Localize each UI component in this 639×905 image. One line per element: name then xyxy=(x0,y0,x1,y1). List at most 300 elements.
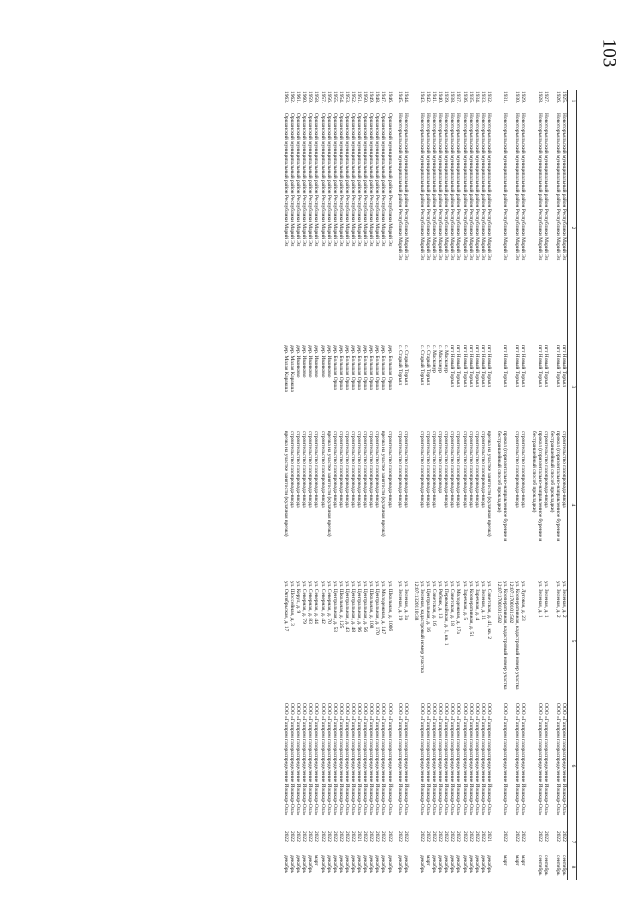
row-number: 1953. xyxy=(343,91,350,104)
settlement-cell: пгт Новый Торъял xyxy=(461,345,468,388)
district-cell: Новоторъяльский муниципальный район Республики Марий Эл xyxy=(473,113,480,261)
district-cell: Оршанский муниципальный район Республики Марий Эл xyxy=(301,113,308,247)
column-header: 1 xyxy=(568,90,577,112)
table-row xyxy=(289,90,295,880)
month-cell: декабрь xyxy=(282,855,289,873)
row-number: 1944. xyxy=(402,91,409,104)
row-number: 1956. xyxy=(325,91,332,104)
district-cell: Новоторъяльский муниципальный район Республики Марий Эл xyxy=(542,113,549,261)
settlement-cell: пгт Новый Торъял xyxy=(455,345,462,388)
work-type-cell: врезка на участке занятости (кулачная врезка) xyxy=(485,431,492,537)
row-number: 1935. xyxy=(467,91,474,104)
column-header: 4 xyxy=(568,430,577,580)
year-cell: 2022 xyxy=(479,831,486,842)
work-type-cell: строительство газопровода xyxy=(437,431,444,494)
district-cell: Новоторъяльский муниципальный район Республики Марий Эл xyxy=(437,113,444,261)
settlement-cell: дер. Большая Орша xyxy=(350,345,356,390)
district-cell: Новоторъяльский муниципальный район Республики Марий Эл xyxy=(479,113,486,261)
settlement-cell: дер. Большая Орша xyxy=(343,345,350,390)
month-cell: декабрь xyxy=(479,855,486,873)
row-number: 1942. xyxy=(425,91,432,104)
column-header: 3 xyxy=(568,344,577,430)
month-cell: декабрь xyxy=(386,855,393,873)
work-type-cell: строительство газопровода-ввода xyxy=(425,431,432,508)
work-type-cell: строительство газопровода-ввода xyxy=(343,431,350,508)
district-cell: Оршанский муниципальный район Республики Марий Эл xyxy=(325,113,332,247)
organization-cell: ООО «Газпром газораспределение Йошкар-Ола» xyxy=(485,703,492,816)
work-type-cell: строительство газопровода-ввода xyxy=(313,431,320,508)
month-cell: декабрь xyxy=(331,855,338,873)
address-cell: ул. Школьная, д. 125 xyxy=(337,581,344,629)
row-number: 1954. xyxy=(337,91,344,104)
year-cell: 2022 xyxy=(514,831,521,842)
district-cell: Новоторъяльский муниципальный район Республики Марий Эл xyxy=(402,113,409,261)
work-type-cell: строительство газопровода-ввода xyxy=(301,431,308,508)
row-number: 1949. xyxy=(368,91,375,104)
address-cell: ул. Советская, д. 18 xyxy=(449,581,456,626)
table-row xyxy=(319,90,325,880)
district-cell: Новоторъяльский муниципальный район Республики Марий Эл xyxy=(467,113,474,261)
year-cell: 2022 xyxy=(542,831,549,842)
month-cell: март xyxy=(514,855,521,866)
work-type-cell: строительство газопровода-ввода xyxy=(431,431,438,508)
table-row xyxy=(350,90,356,880)
month-cell: сентябрь xyxy=(561,855,567,876)
address-cell: ул. Центральная, д. 56 xyxy=(362,581,369,633)
address-cell: ул. Северная, д. 70 xyxy=(325,581,332,624)
year-cell: 2022 xyxy=(520,831,527,842)
district-cell: Новоторъяльский муниципальный район Республики Марий Эл xyxy=(455,113,462,261)
row-number: 1961. xyxy=(295,91,302,104)
year-cell: 2021 xyxy=(356,831,363,842)
settlement-cell: пгт Новый Торъял xyxy=(449,345,456,388)
district-cell: Оршанский муниципальный район Республики Марий Эл xyxy=(374,113,381,247)
row-number: 1937. xyxy=(455,91,462,104)
settlement-cell: дер. Большая Орша xyxy=(356,345,363,390)
row-number: 1926. xyxy=(554,91,561,104)
district-cell: Оршанский муниципальный район Республики Марий Эл xyxy=(350,113,356,247)
table-row xyxy=(468,90,474,880)
month-cell: декабрь xyxy=(431,855,438,873)
work-type-cell: строительство газопровода-ввода xyxy=(467,431,474,508)
organization-cell: ООО «Газпром газораспределение Йошкар-Ола» xyxy=(301,703,308,816)
district-cell: Новоторъяльский муниципальный район Республики Марий Эл xyxy=(514,113,521,261)
district-cell: Оршанский муниципальный район Республики Марий Эл xyxy=(356,113,363,247)
organization-cell: ООО «Газпром газораспределение Йошкар-Ола» xyxy=(502,703,509,816)
row-number: 1958. xyxy=(313,91,320,104)
address-cell: ул. Школьная, д. 108 xyxy=(368,581,375,629)
table-row xyxy=(462,90,468,880)
organization-cell: ООО «Газпром газораспределение Йошкар-Ола» xyxy=(418,703,425,816)
row-number: 1962. xyxy=(289,91,296,104)
district-cell: Оршанский муниципальный район Республики Марий Эл xyxy=(331,113,338,247)
district-cell: Оршанский муниципальный район Республики Марий Эл xyxy=(368,113,375,247)
district-cell: Новоторъяльский муниципальный район Республики Марий Эл xyxy=(502,113,509,261)
organization-cell: ООО «Газпром газораспределение Йошкар-Ола» xyxy=(431,703,438,816)
district-cell: Оршанский муниципальный район Республики Марий Эл xyxy=(313,113,320,247)
work-type-cell: врезка на участке занятости (кулачная врезка) xyxy=(325,431,332,537)
row-number: 1938. xyxy=(449,91,456,104)
row-number: 1941. xyxy=(431,91,438,104)
address-cell: ул. Луговая, д. 23 xyxy=(520,581,527,621)
work-type-cell: строительство газопровода-ввода xyxy=(396,431,403,508)
organization-cell: ООО «Газпром газораспределение Йошкар-Ола» xyxy=(461,703,468,816)
organization-cell: ООО «Газпром газораспределение Йошкар-Ола» xyxy=(449,703,456,816)
month-cell: сентябрь xyxy=(554,855,561,876)
district-cell: Оршанский муниципальный район Республики Марий Эл xyxy=(343,113,350,247)
row-number: 1929. xyxy=(520,91,527,104)
year-cell: 2022 xyxy=(455,831,462,842)
table-row xyxy=(338,90,344,880)
year-cell: 2022 xyxy=(343,831,350,842)
settlement-cell: дер. Иванково xyxy=(307,345,314,378)
table-row xyxy=(326,90,332,880)
organization-cell: ООО «Газпром газораспределение Йошкар-Ола» xyxy=(374,703,381,816)
month-cell: март xyxy=(425,855,432,866)
organization-cell: ООО «Газпром газораспределение Йошкар-Ола» xyxy=(467,703,474,816)
district-cell: Новоторъяльский муниципальный район Республики Марий Эл xyxy=(425,113,432,261)
address-cell: ул. Зеленая, д. 1 xyxy=(536,581,543,618)
district-cell: Оршанский муниципальный район Республики Марий Эл xyxy=(362,113,369,247)
settlement-cell: с. Старый Торъял xyxy=(425,345,432,386)
settlement-cell: с. Старый Торъял xyxy=(418,345,425,386)
table-row xyxy=(380,90,386,880)
month-cell: декабрь xyxy=(319,855,326,873)
month-cell: декабрь xyxy=(362,855,369,873)
organization-cell: ООО «Газпром газораспределение Йошкар-Ола» xyxy=(343,703,350,816)
work-type-cell: строительство газопровода-ввода xyxy=(455,431,462,508)
month-cell: декабрь xyxy=(368,855,375,873)
settlement-cell: дер. Большая Орша xyxy=(337,345,344,390)
table-row xyxy=(301,90,307,880)
district-cell: Новоторъяльский муниципальный район Республики Марий Эл xyxy=(431,113,438,261)
settlement-cell: пгт Новый Торъял xyxy=(514,345,521,388)
district-cell: Новоторъяльский муниципальный район Республики Марий Эл xyxy=(443,113,450,261)
work-type-cell: строительство газопровода-ввода xyxy=(514,431,521,508)
address-cell: ул. Молодежная, д. 17а xyxy=(455,581,462,634)
work-type-cell: прокол (горизонтально-направленное бурение и бестраншейный способ прокладки) xyxy=(548,431,561,542)
table-row xyxy=(474,90,480,880)
year-cell: 2022 xyxy=(337,831,344,842)
table-row xyxy=(443,90,449,880)
work-type-cell: строительство газопровода-ввода xyxy=(374,431,381,508)
month-cell: сентябрь xyxy=(542,855,549,876)
month-cell: декабрь xyxy=(461,855,468,873)
settlement-cell: пгт Новый Торъял xyxy=(536,345,543,388)
row-number: 1963. xyxy=(282,91,289,104)
organization-cell: ООО «Газпром газораспределение Йошкар-Ола» xyxy=(437,703,444,816)
address-cell: ул. Центральная, д. 53 xyxy=(331,581,338,633)
table-row xyxy=(386,90,396,880)
row-number: 1933. xyxy=(479,91,486,104)
district-cell: Новоторъяльский муниципальный район Республики Марий Эл xyxy=(485,113,492,261)
work-type-cell: строительство газопровода-ввода xyxy=(295,431,302,508)
organization-cell: ООО «Газпром газораспределение Йошкар-Ола» xyxy=(425,703,432,816)
table-row xyxy=(543,90,549,880)
district-cell: Оршанский муниципальный район Республики Марий Эл xyxy=(319,113,326,247)
table-row xyxy=(425,90,431,880)
settlement-cell: пгт Новый Торъял xyxy=(554,345,561,388)
month-cell: декабрь xyxy=(350,855,356,873)
organization-cell: ООО «Газпром газораспределение Йошкар-Ола» xyxy=(386,703,393,816)
table-row xyxy=(374,90,380,880)
rotated-page-body xyxy=(107,90,577,880)
table-row xyxy=(295,90,301,880)
year-cell: 2022 xyxy=(437,831,444,842)
table-row xyxy=(344,90,350,880)
year-cell: 2022 xyxy=(502,831,509,842)
table-row xyxy=(283,90,289,880)
address-cell: ул. Кооперативная, кадастровый номер участка 12:07:1700101:502 xyxy=(508,581,521,690)
table-header-row xyxy=(568,90,577,880)
year-cell: 2022 xyxy=(473,831,480,842)
organization-cell: ООО «Газпром газораспределение Йошкар-Ола» xyxy=(380,703,387,816)
settlement-cell: дер. Большая Орша xyxy=(368,345,375,390)
settlement-cell: дер. Большая Орша xyxy=(380,345,387,390)
organization-cell: ООО «Газпром газораспределение Йошкар-Ола» xyxy=(473,703,480,816)
settlement-cell: дер. Иванково xyxy=(313,345,320,378)
month-cell: декабрь xyxy=(418,855,425,873)
month-cell: декабрь xyxy=(402,855,409,873)
row-number: 1932. xyxy=(485,91,492,104)
table-row xyxy=(437,90,443,880)
settlement-cell: пгт Новый Торъял xyxy=(485,345,492,388)
month-cell: декабрь xyxy=(437,855,444,873)
address-cell: ул. Шоссейная, д. 3 xyxy=(289,581,296,626)
column-header: 8 xyxy=(568,854,577,880)
organization-cell: ООО «Газпром газораспределение Йошкар-Ола» xyxy=(307,703,314,816)
work-type-cell: врезка на участке занятости (кулачная врезка) xyxy=(380,431,387,537)
settlement-cell: дер. Иванково xyxy=(301,345,308,378)
organization-cell: ООО «Газпром газораспределение Йошкар-Ола» xyxy=(331,703,338,816)
column-header: 2 xyxy=(568,112,577,344)
settlement-cell: дер. Большая Орша xyxy=(386,345,393,390)
year-cell: 2022 xyxy=(536,831,543,842)
table-row xyxy=(549,90,561,880)
district-cell: Оршанский муниципальный район Республики Марий Эл xyxy=(295,113,302,247)
settlement-cell: дер. Большая Орша xyxy=(362,345,369,390)
organization-cell: ООО «Газпром газораспределение Йошкар-Ола» xyxy=(536,703,543,816)
row-number: 1951. xyxy=(356,91,363,104)
settlement-cell: дер. Иванково xyxy=(295,345,302,378)
settlement-cell: с. Масканур xyxy=(443,345,450,373)
district-cell: Оршанский муниципальный район Республики Марий Эл xyxy=(380,113,387,247)
settlement-cell: с. Масканур xyxy=(437,345,444,373)
address-cell: ул. Школьная, д. 100б xyxy=(386,581,393,632)
organization-cell: ООО «Газпром газораспределение Йошкар-Ола» xyxy=(313,703,320,816)
year-cell: 2022 xyxy=(418,831,425,842)
settlement-cell: дер. Иванково xyxy=(325,345,332,378)
year-cell: 2022 xyxy=(396,831,403,842)
address-cell: ул. Зеленая, д. 19 xyxy=(396,581,403,621)
organization-cell: ООО «Газпром газораспределение Йошкар-Ола» xyxy=(337,703,344,816)
organization-cell: ООО «Газпром газораспределение Йошкар-Ола» xyxy=(319,703,326,816)
year-cell: 2022 xyxy=(402,831,409,842)
district-cell: Новоторъяльский муниципальный район Республики Марий Эл xyxy=(461,113,468,261)
district-cell: Оршанский муниципальный район Республики Марий Эл xyxy=(289,113,296,247)
year-cell: 2022 xyxy=(449,831,456,842)
address-cell: ул. Заречная, д. 4 xyxy=(473,581,480,621)
row-number: 1943. xyxy=(418,91,425,104)
row-number: 1948. xyxy=(374,91,381,104)
work-type-cell: строительство газопровода-ввода xyxy=(479,431,486,508)
table-row xyxy=(455,90,461,880)
month-cell: декабрь xyxy=(443,855,450,873)
work-type-cell: строительство газопровода-ввода xyxy=(337,431,344,508)
organization-cell: ООО «Газпром газораспределение Йошкар-Ола» xyxy=(514,703,521,816)
work-type-cell: строительство газопровода-ввода xyxy=(350,431,356,508)
row-number: 1955. xyxy=(331,91,338,104)
work-type-cell: строительство газопровода-ввода xyxy=(307,431,314,508)
year-cell: 2022 xyxy=(301,831,308,842)
table-row xyxy=(413,90,425,880)
table-row xyxy=(332,90,338,880)
month-cell: декабрь xyxy=(473,855,480,873)
table-row xyxy=(403,90,413,880)
month-cell: март xyxy=(520,855,527,866)
table-row xyxy=(362,90,368,880)
address-cell: ул. Северная, д. 79 xyxy=(301,581,308,624)
work-type-cell: строительство газопровода-ввода xyxy=(561,431,567,508)
address-cell: ул. Заречная, д. 5 xyxy=(461,581,468,621)
row-number: 1945. xyxy=(396,91,403,104)
row-number: 1959. xyxy=(307,91,314,104)
row-number: 1927. xyxy=(542,91,549,104)
work-type-cell: строительство газопровода-ввода xyxy=(473,431,480,508)
year-cell: 2022 xyxy=(289,831,296,842)
column-header: 6 xyxy=(568,702,577,830)
table-row xyxy=(496,90,508,880)
works-table xyxy=(283,90,577,880)
month-cell: март xyxy=(502,855,509,866)
settlement-cell: пгт Новый Торъял xyxy=(542,345,549,388)
settlement-cell: дер. Большая Орша xyxy=(331,345,338,390)
year-cell: 2022 xyxy=(386,831,393,842)
table-row xyxy=(486,90,496,880)
page-number: 103 xyxy=(598,38,620,68)
month-cell: декабрь xyxy=(343,855,350,873)
address-cell: ул. Октябрьская, д. 17 xyxy=(282,581,289,632)
settlement-cell: пгт Новый Торъял xyxy=(479,345,486,388)
year-cell: 2022 xyxy=(561,831,567,842)
address-cell: ул. Первомайская, д. 1, кв. 1 xyxy=(443,581,450,646)
address-cell: ул. Кооперативная, кадастровый номер участка 12:07:1700101:502 xyxy=(496,581,509,690)
organization-cell: ООО «Газпром газораспределение Йошкар-Ола» xyxy=(554,703,561,816)
table-row xyxy=(397,90,403,880)
year-cell: 2022 xyxy=(325,831,332,842)
row-number: 1947. xyxy=(380,91,387,104)
month-cell: декабрь xyxy=(467,855,474,873)
year-cell: 2022 xyxy=(554,831,561,842)
work-type-cell: строительство газопровода-ввода xyxy=(319,431,326,508)
address-cell: ул. Центральная, д. 96 xyxy=(356,581,363,633)
address-cell: ул. Центральная, д. 48 xyxy=(350,581,356,633)
row-number: 1939. xyxy=(443,91,450,104)
year-cell: 2022 xyxy=(319,831,326,842)
address-cell: ул. Северная, д. 44 xyxy=(313,581,320,624)
settlement-cell: с. Масканур xyxy=(431,345,438,373)
row-number: 1928. xyxy=(536,91,543,104)
organization-cell: ООО «Газпром газораспределение Йошкар-Ола» xyxy=(542,703,549,816)
table-row xyxy=(520,90,530,880)
row-number: 1930. xyxy=(514,91,521,104)
year-cell: 2022 xyxy=(443,831,450,842)
month-cell: декабрь xyxy=(325,855,332,873)
organization-cell: ООО «Газпром газораспределение Йошкар-Ола» xyxy=(396,703,403,816)
work-type-cell: строительство газопровода-ввода xyxy=(402,431,409,508)
column-header: 7 xyxy=(568,830,577,854)
row-number: 1931. xyxy=(502,91,509,104)
settlement-cell: пгт Новый Торъял xyxy=(520,345,527,388)
organization-cell: ООО «Газпром газораспределение Йошкар-Ола» xyxy=(350,703,356,816)
table-row xyxy=(449,90,455,880)
settlement-cell: пгт Новый Торъял xyxy=(467,345,474,388)
year-cell: 2022 xyxy=(313,831,320,842)
year-cell: 2022 xyxy=(295,831,302,842)
month-cell: декабрь xyxy=(301,855,308,873)
organization-cell: ООО «Газпром газораспределение Йошкар-Ола» xyxy=(289,703,296,816)
organization-cell: ООО «Газпром газораспределение Йошкар-Ола» xyxy=(368,703,375,816)
address-cell: ул. Зеленая, кадастровый номер участка 12:07:1320110:38 xyxy=(412,581,425,673)
year-cell: 2022 xyxy=(307,831,314,842)
row-number: 1960. xyxy=(301,91,308,104)
year-cell: 2022 xyxy=(368,831,375,842)
organization-cell: ООО «Газпром газораспределение Йошкар-Ола» xyxy=(402,703,409,816)
address-cell: ул. Кооперативная, д. 51 xyxy=(467,581,474,637)
district-cell: Новоторъяльский муниципальный район Республики Марий Эл xyxy=(449,113,456,261)
district-cell: Новоторъяльский муниципальный район Республики Марий Эл xyxy=(561,113,567,261)
year-cell: 2022 xyxy=(350,831,356,842)
row-number: 1940. xyxy=(437,91,444,104)
table-row xyxy=(368,90,374,880)
month-cell: март xyxy=(313,855,320,866)
year-cell: 2022 xyxy=(425,831,432,842)
organization-cell: ООО «Газпром газораспределение Йошкар-Ола» xyxy=(356,703,363,816)
work-type-cell: строительство газопровода-ввода xyxy=(443,431,450,508)
month-cell: декабрь xyxy=(449,855,456,873)
month-cell: декабрь xyxy=(455,855,462,873)
address-cell: ул. Зеленая, д. 1 xyxy=(542,581,549,618)
address-cell: ул. Северная, д. 83 xyxy=(307,581,314,624)
row-number: 1934. xyxy=(473,91,480,104)
address-cell: ул. Северная, д. 42 xyxy=(319,581,326,624)
year-cell: 2022 xyxy=(374,831,381,842)
district-cell: Новоторъяльский муниципальный район Республики Марий Эл xyxy=(536,113,543,261)
district-cell: Новоторъяльский муниципальный район Республики Марий Эл xyxy=(396,113,403,261)
settlement-cell: дер. Иванково xyxy=(319,345,326,378)
work-type-cell: прокол (горизонтально-направленное бурение и бестраншейный способ прокладки) xyxy=(496,431,509,542)
work-type-cell: строительство газопровода-ввода xyxy=(331,431,338,508)
district-cell: Новоторъяльский муниципальный район Республики Марий Эл xyxy=(520,113,527,261)
district-cell: Оршанский муниципальный район Республики Марий Эл xyxy=(282,113,289,247)
work-type-cell: строительство газопровода-ввода xyxy=(356,431,363,508)
year-cell: 2022 xyxy=(431,831,438,842)
organization-cell: ООО «Газпром газораспределение Йошкар-Ола» xyxy=(520,703,527,816)
address-cell: ул. Зеленая, д. 11 xyxy=(479,581,486,621)
table-body xyxy=(283,90,568,880)
address-cell: ул. Молодежная, д. 147 xyxy=(380,581,387,635)
table-row xyxy=(561,90,568,880)
row-number: 1936. xyxy=(461,91,468,104)
row-number: 1957. xyxy=(319,91,326,104)
district-cell: Новоторъяльский муниципальный район Республики Марий Эл xyxy=(554,113,561,261)
address-cell: ул. Центральная, д. 16 xyxy=(425,581,432,633)
row-number: 1946. xyxy=(386,91,393,104)
work-type-cell: строительство газопровода-ввода xyxy=(386,431,393,508)
settlement-cell: дер. Большая Орша xyxy=(374,345,381,390)
address-cell: ул. Керул, д. 9 xyxy=(295,581,302,614)
work-type-cell: врезка на участке занятости (кулачная врезка) xyxy=(282,431,289,537)
